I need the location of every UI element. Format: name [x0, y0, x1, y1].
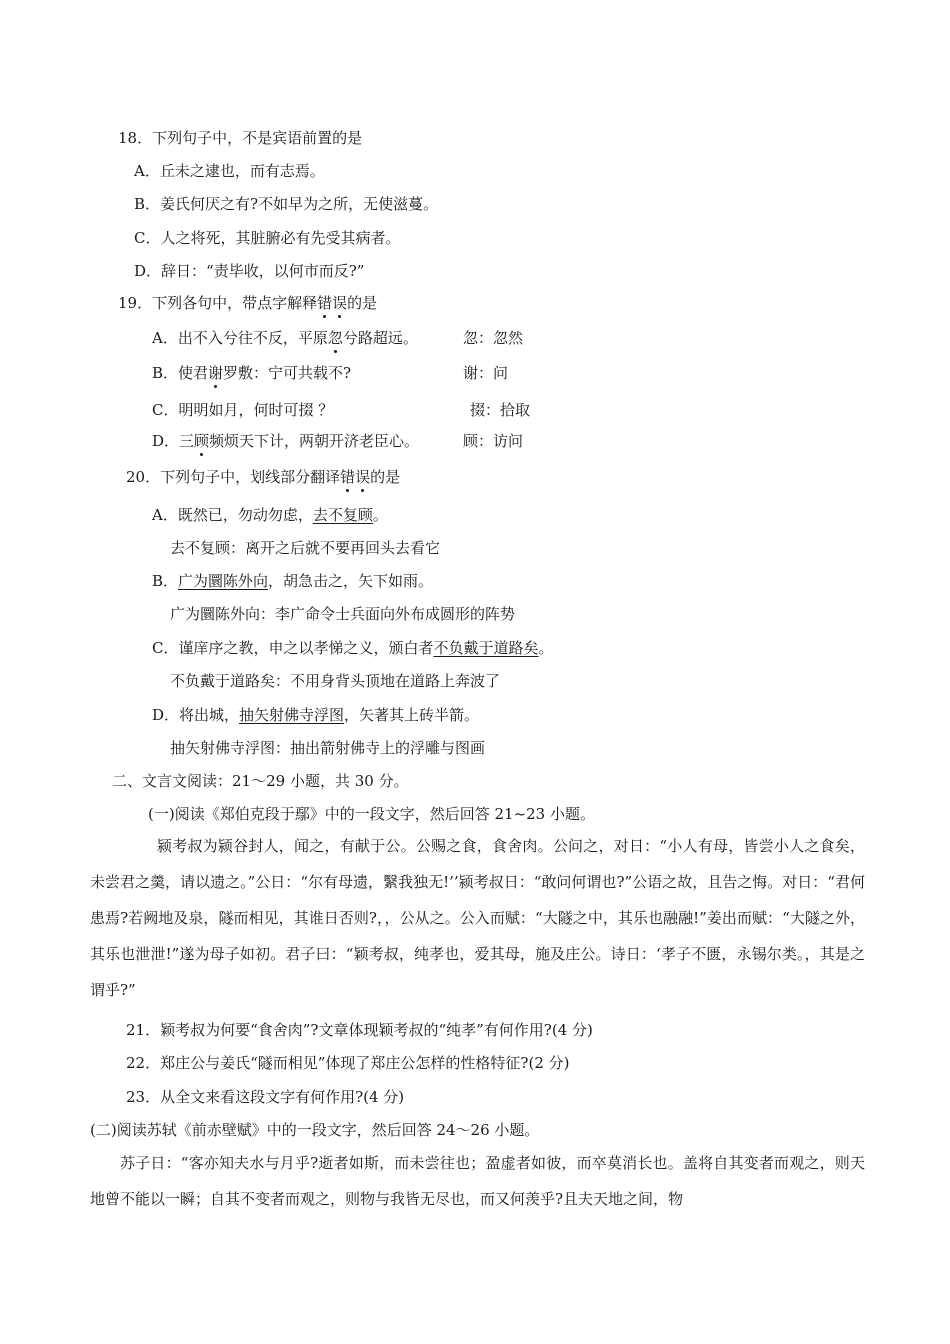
part2-intro: (二)阅读苏轼《前赤壁赋》中的一段文字，然后回答 24～26 小题。 [90, 1121, 540, 1139]
q20-translation-d: 抽矢射佛寺浮图：抽出箭射佛寺上的浮雕与图画 [170, 739, 486, 757]
q19-option-d: D．三顾频烦天下计，两朝开济老臣心。 [152, 432, 420, 450]
q20-option-c: C．谨庠序之教，申之以孝悌之义，颁白者不负戴于道路矣。 [152, 639, 554, 657]
q20-stem: 20．下列句子中，划线部分翻译错误的是 [126, 468, 401, 486]
q18-option-a: A．丘未之逮也，而有志焉。 [134, 162, 325, 180]
q23: 23．从全文来看这段文字有何作用?(4 分) [126, 1088, 405, 1106]
dotted-word: 谢 [208, 364, 224, 382]
q19-gloss-c: 掇：拾取 [470, 401, 531, 419]
q18-stem: 18．下列句子中，不是宾语前置的是 [118, 129, 363, 147]
part1-passage: 颍考叔为颍谷封人，闻之，有献于公。公赐之食，食舍肉。公问之，对日：“小人有母，皆尝小人之食矣，未尝君之羹，请以遗之。”公日：“尔有母遗，繄我独无!’’颍考叔日：“敢问何谓也?”公语之故，且告之悔。对日：“君何患焉?若阙地及泉，隧而相见，其谁日否则?，，公从之。公入而赋：“大隧之中，其乐也融融!”姜出而赋：“大隧之外，其乐也泄泄!”遂为母子如初。君子曰：“颖考叔，纯孝也，爱其母，施及庄公。诗日：‘孝子不匮，永锡尔类。，其是之谓乎?” [90, 837, 865, 999]
q20-option-d: D．将出城，抽矢射佛寺浮图，矢著其上砖半箭。 [152, 706, 480, 724]
part2-passage: 苏子日：“客亦知夫水与月乎?逝者如斯，而未尝往也；盈虚者如彼，而卒莫消长也。盖将自其变者而观之，则天地曾不能以一瞬；自其不变者而观之，则物与我皆无尽也，而又何羡乎?且夫天地之间，物 [90, 1154, 865, 1208]
section-heading: 二、文言文阅读：21～29 小题，共 30 分。 [112, 772, 409, 790]
emphasis-dot-char: 错 [340, 468, 356, 486]
dotted-word: 顾 [194, 432, 210, 450]
q20-translation-a: 去不复顾：离开之后就不要再回头去看它 [170, 539, 441, 557]
q20-option-b: B．广为圜陈外向，胡急击之，矢下如雨。 [152, 572, 434, 590]
emphasis-dot-char: 误 [332, 294, 348, 312]
q19-option-c: C．明明如月，何时可掇 ？ [152, 401, 334, 419]
q19-gloss-d: 顾：访问 [463, 432, 524, 450]
emphasis-dot-char: 误 [355, 468, 371, 486]
q18-option-d: D．辞日：“责毕收，以何市而反?” [134, 262, 365, 280]
q22: 22．郑庄公与姜氏“隧而相见”体现了郑庄公怎样的性格特征?(2 分) [126, 1054, 570, 1072]
part1-intro: (一)阅读《郑伯克段于鄢》中的一段文字，然后回答 21~23 小题。 [148, 805, 595, 823]
q19-option-b: B．使君谢罗敷：宁可共载不? [152, 364, 352, 382]
q18-option-c: C．人之将死，其脏腑必有先受其病者。 [134, 229, 401, 247]
q19-gloss-b: 谢：问 [463, 364, 509, 382]
q20-translation-b: 广为圜陈外向：李广命令士兵面向外布成圆形的阵势 [170, 605, 516, 623]
emphasis-dot-char: 错 [317, 294, 333, 312]
q21: 21．颖考叔为何要“食舍肉”?文章体现颖考叔的“纯孝”有何作用?(4 分) [126, 1021, 593, 1039]
q19-stem: 19．下列各句中，带点字解释错误的是 [118, 294, 378, 312]
q20-option-a: A．既然已，勿动勿虑，去不复顾。 [152, 506, 388, 524]
underlined-phrase: 抽矢射佛寺浮图 [239, 706, 345, 724]
q18-option-b: B．姜氏何厌之有?不如早为之所，无使滋蔓。 [134, 195, 439, 213]
underlined-phrase: 广为圜陈外向 [178, 572, 269, 590]
dotted-word: 忽 [327, 329, 343, 347]
q19-gloss-a: 忽：忽然 [463, 329, 524, 347]
q19-option-a: A．出不入兮往不反，平原忽兮路超远。 [152, 329, 418, 347]
q20-translation-c: 不负戴于道路矣：不用身背头顶地在道路上奔波了 [170, 672, 501, 690]
underlined-phrase: 不负戴于道路矣 [433, 639, 539, 657]
underlined-phrase: 去不复顾 [312, 506, 373, 524]
